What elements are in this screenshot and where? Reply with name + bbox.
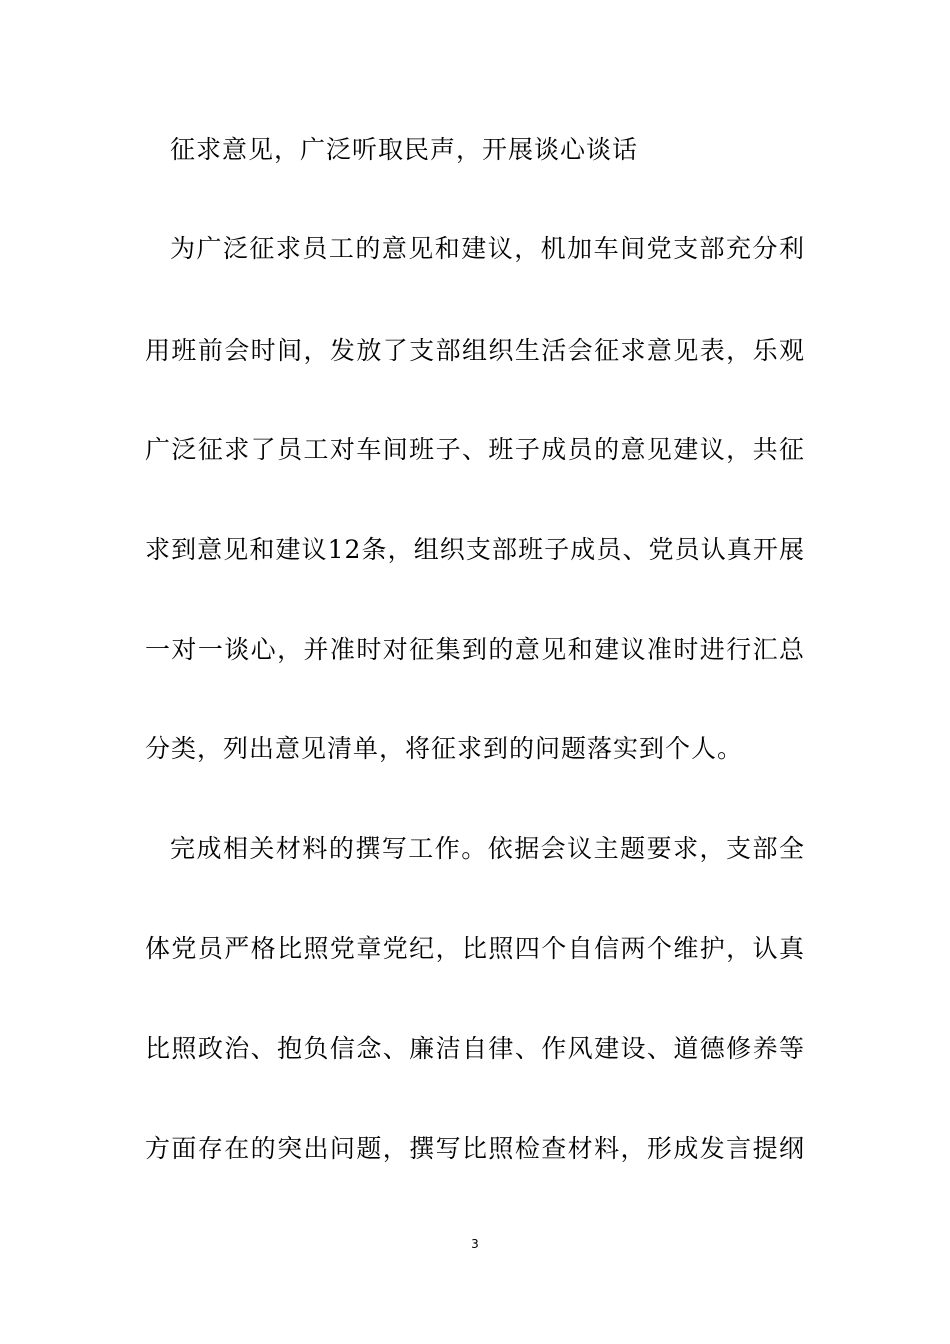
paragraph-line: 体党员严格比照党章党纪，比照四个自信两个维护，认真: [145, 934, 805, 963]
paragraph-line: 完成相关材料的撰写工作。依据会议主题要求，支部全: [170, 834, 805, 863]
paragraph-line: 为广泛征求员工的意见和建议，机加车间党支部充分利: [170, 234, 805, 263]
page-number: 3: [471, 1237, 479, 1251]
paragraph-line: 广泛征求了员工对车间班子、班子成员的意见建议，共征: [145, 435, 805, 464]
paragraph-line: 方面存在的突出问题，撰写比照检查材料，形成发言提纲: [145, 1134, 805, 1163]
paragraph-line: 一对一谈心，并准时对征集到的意见和建议准时进行汇总: [145, 635, 805, 664]
paragraph-line: 求到意见和建议12条，组织支部班子成员、党员认真开展: [145, 535, 805, 564]
paragraph-line: 分类，列出意见清单，将征求到的问题落实到个人。: [145, 734, 744, 763]
section-heading: 征求意见，广泛听取民声，开展谈心谈话: [170, 135, 639, 164]
paragraph-line: 比照政治、抱负信念、廉洁自律、作风建设、道德修养等: [145, 1034, 805, 1063]
paragraph-line: 用班前会时间，发放了支部组织生活会征求意见表，乐观: [145, 336, 805, 365]
